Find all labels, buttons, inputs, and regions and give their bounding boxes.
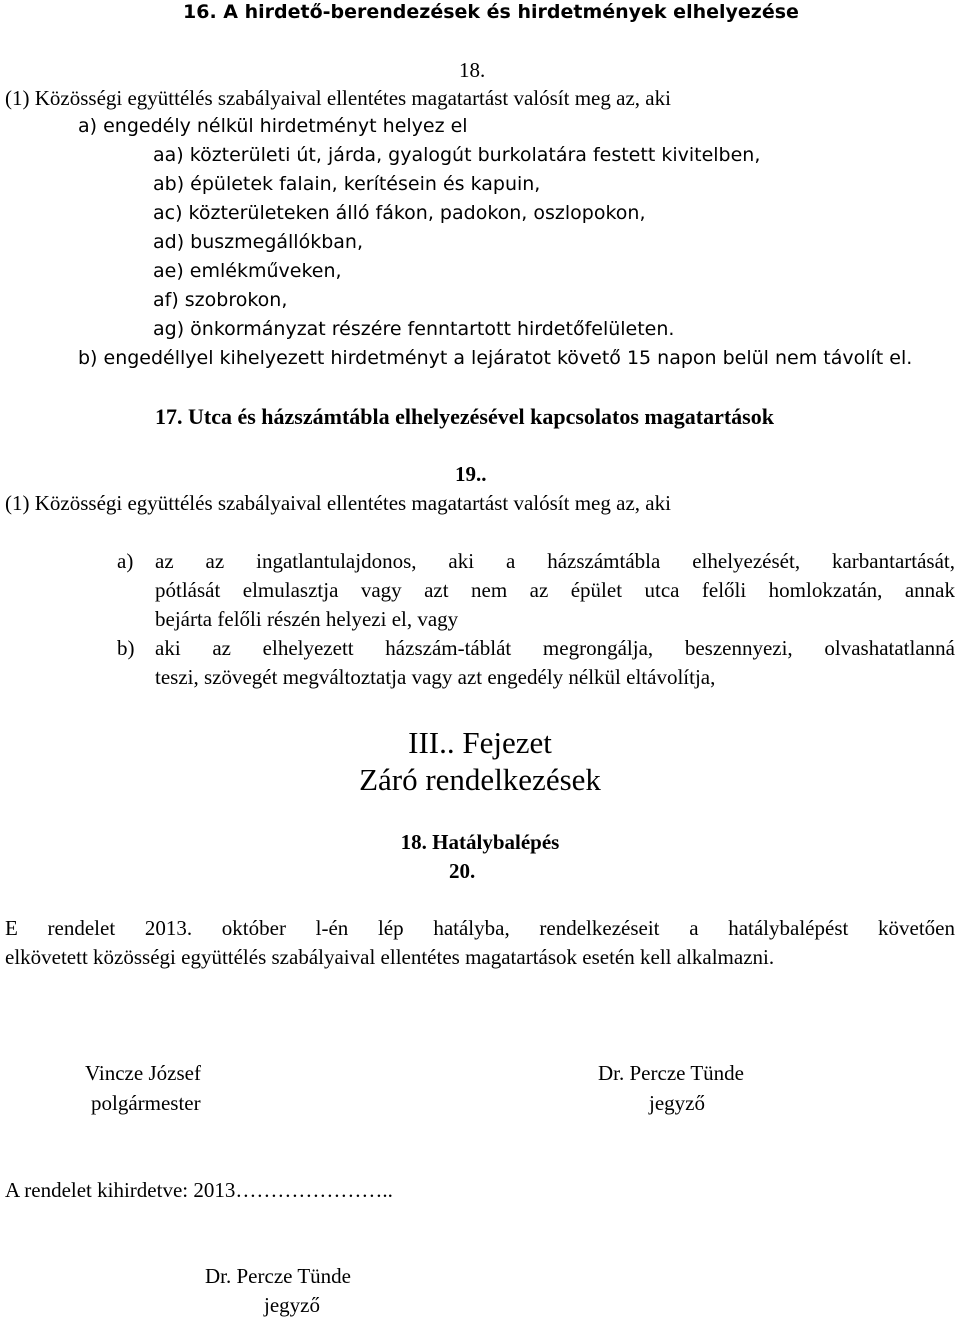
notary-name: Dr. Percze Tünde bbox=[598, 1061, 744, 1085]
section-18-heading: 18. Hatálybalépés bbox=[400, 830, 560, 854]
paragraph-18-number: 18. bbox=[459, 58, 486, 82]
item-b: b) engedéllyel kihelyezett hirdetményt a lejáratot követő 15 napon belül nem távolít el. bbox=[78, 347, 913, 369]
item-a-line: bejárta felőli részén helyezi el, vagy bbox=[155, 607, 459, 631]
section-17-intro: (1) Közösségi együttélés szabályaival ellentétes magatartást valósít meg az, aki bbox=[5, 491, 671, 515]
mayor-title: polgármester bbox=[91, 1091, 201, 1115]
mayor-name: Vincze József bbox=[85, 1061, 201, 1085]
item-a-line: pótlását elmulasztja vagy azt nem az épület utca felőli homlokzatán, annak bbox=[155, 578, 955, 602]
item-a-label: a) bbox=[117, 549, 134, 573]
promulgation-notary-title: jegyző bbox=[264, 1293, 320, 1317]
effective-date-text: E rendelet 2013. október l-én lép hatályba, rendelkezéseit a hatálybalépést követően bbox=[5, 916, 955, 940]
item-b-line: aki az elhelyezett házszám-táblát megrongálja, beszennyezi, olvashatatlanná bbox=[155, 636, 955, 660]
item-aa: aa) közterületi út, járda, gyalogút burkolatára festett kivitelben, bbox=[153, 144, 761, 166]
effective-date-text: elkövetett közösségi együttélés szabályaival ellentétes magatartások esetén kell alkalmazni. bbox=[5, 945, 775, 969]
item-ae: ae) emlékműveken, bbox=[153, 260, 342, 282]
item-a: a) engedély nélkül hirdetményt helyez el bbox=[78, 115, 468, 137]
paragraph-19-number: 19.. bbox=[455, 462, 487, 486]
notary-title: jegyző bbox=[649, 1091, 705, 1115]
item-a-line: az az ingatlantulajdonos, aki a házszámtábla elhelyezését, karbantartását, bbox=[155, 549, 955, 573]
chapter-title: III.. Fejezet bbox=[408, 725, 552, 760]
item-b-line: teszi, szövegét megváltoztatja vagy azt engedély nélkül eltávolítja, bbox=[155, 665, 716, 689]
promulgation-notary-name: Dr. Percze Tünde bbox=[205, 1264, 351, 1288]
promulgation-text: A rendelet kihirdetve: 2013………………….. bbox=[5, 1178, 393, 1202]
chapter-subtitle: Záró rendelkezések bbox=[359, 762, 601, 797]
item-b-label: b) bbox=[117, 636, 135, 660]
item-ab: ab) épületek falain, kerítésein és kapuin, bbox=[153, 173, 541, 195]
paragraph-20-number: 20. bbox=[449, 859, 476, 883]
section-16-intro: (1) Közösségi együttélés szabályaival ellentétes magatartást valósít meg az, aki bbox=[5, 86, 671, 110]
item-ag: ag) önkormányzat részére fenntartott hirdetőfelületen. bbox=[153, 318, 675, 340]
section-17-heading: 17. Utca és házszámtábla elhelyezésével kapcsolatos magatartások bbox=[155, 404, 774, 429]
item-af: af) szobrokon, bbox=[153, 289, 288, 311]
item-ac: ac) közterületeken álló fákon, padokon, oszlopokon, bbox=[153, 202, 646, 224]
section-16-heading: 16. A hirdető-berendezések és hirdetmények elhelyezése bbox=[183, 1, 799, 23]
item-ad: ad) buszmegállókban, bbox=[153, 231, 364, 253]
